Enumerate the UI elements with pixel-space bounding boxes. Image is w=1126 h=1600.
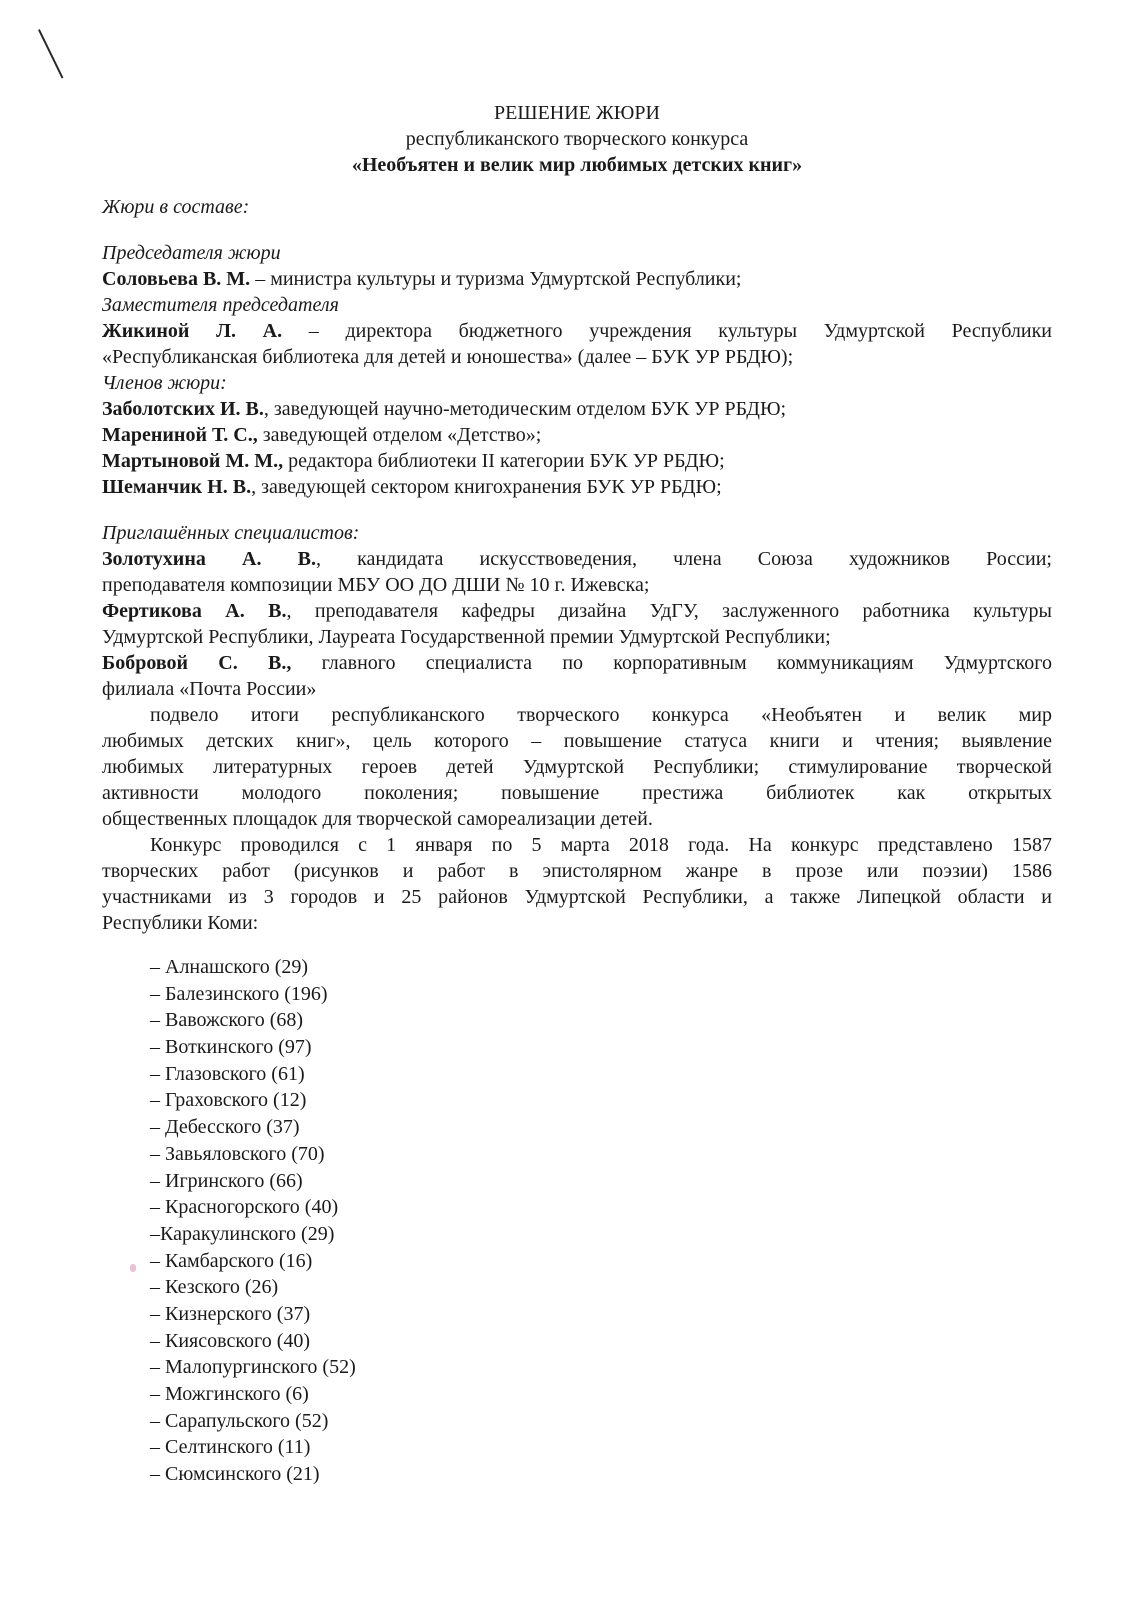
member-line <box>102 422 1052 448</box>
pen-stroke-mark <box>38 29 63 78</box>
list-item: – Камбарского (16) <box>150 1249 313 1272</box>
list-item: – Глазовского (61) <box>150 1062 305 1085</box>
paragraph-line: любимых детских книг», цель которого – повышение статуса книги и чтения; выявление <box>102 730 1052 752</box>
list-item: – Красногорского (40) <box>150 1196 339 1219</box>
document-title: РЕШЕНИЕ ЖЮРИ <box>494 102 660 124</box>
list-item: – Воткинского (97) <box>150 1036 312 1059</box>
paragraph-line: участниками из 3 городов и 25 районов Удмуртской Республики, а также Липецкой области и <box>102 886 1052 908</box>
paragraph-line: творческих работ (рисунков и работ в эпистолярном жанре в прозе или поэзии) 1586 <box>102 860 1052 882</box>
paragraph-line: подвело итоги республиканского творческого конкурса «Необъятен и велик мир <box>150 704 1052 726</box>
chair-label: Председателя жюри <box>102 242 281 264</box>
member-role: редактора библиотеки II категории БУК УР РБДЮ; <box>283 450 725 472</box>
specialist-line <box>102 650 1052 676</box>
list-item: – Кезского (26) <box>150 1276 279 1299</box>
member-name: Мартыновой М. М., <box>102 450 284 472</box>
paragraph-line: активности молодого поколения; повышение престижа библиотек как открытых <box>102 782 1052 804</box>
title-block <box>102 100 1052 178</box>
member-role: , заведующей научно-методическим отделом БУК УР РБДЮ; <box>263 398 787 420</box>
specialist-role-continued: филиала «Почта России» <box>102 678 317 700</box>
list-item: – Селтинского (11) <box>150 1436 311 1459</box>
paragraph-line: Республики Коми: <box>102 912 259 934</box>
list-item: – Балезинского (196) <box>150 982 328 1005</box>
list-item: – Сарапульского (52) <box>150 1409 329 1432</box>
member-line <box>102 474 1052 500</box>
specialist-name: Бобровой С. В., <box>102 652 292 674</box>
specialist-role: , преподавателя кафедры дизайна УдГУ, заслуженного работника культуры <box>286 600 1052 622</box>
specialist-line <box>102 546 1052 572</box>
list-item: – Можгинского (6) <box>150 1383 309 1405</box>
member-name: Марениной Т. С., <box>102 424 258 446</box>
list-item: – Малопургинского (52) <box>150 1356 356 1379</box>
document-subtitle: республиканского творческого конкурса <box>405 128 749 150</box>
members-label: Членов жюри: <box>102 372 227 394</box>
member-role: , заведующей сектором книгохранения БУК УР РБДЮ; <box>251 476 722 498</box>
list-item: – Дебесского (37) <box>150 1116 300 1139</box>
specialist-name: Золотухина А. В. <box>102 548 316 570</box>
specialist-role: , кандидата искусствоведения, члена Союза художников России; <box>315 548 1052 570</box>
chair-role: – министра культуры и туризма Удмуртской Республики; <box>250 268 742 290</box>
list-item: – Вавожского (68) <box>150 1009 304 1032</box>
member-line <box>102 448 1052 474</box>
jury-intro: Жюри в составе: <box>102 196 250 218</box>
paragraph-line: общественных площадок для творческой самореализации детей. <box>102 808 653 830</box>
deputy-line <box>102 318 1052 344</box>
specialist-role: главного специалиста по корпоративным коммуникациям Удмуртского <box>291 652 1052 674</box>
deputy-label: Заместителя председателя <box>102 294 339 316</box>
specialist-role-continued: Удмуртской Республики, Лауреата Государственной премии Удмуртской Республики; <box>102 626 831 648</box>
member-line <box>102 396 1052 422</box>
specialists-label: Приглашённых специалистов: <box>102 522 360 544</box>
member-role: заведующей отделом «Детство»; <box>257 424 542 446</box>
chair-line <box>102 266 1052 292</box>
paragraph-line: любимых литературных героев детей Удмуртской Республики; стимулирование творческой <box>102 756 1052 778</box>
deputy-role: – директора бюджетного учреждения культуры Удмуртской Республики <box>282 320 1052 342</box>
paragraph-line: Конкурс проводился с 1 января по 5 марта 2018 года. На конкурс представлено 1587 <box>150 834 1052 856</box>
specialist-role-continued: преподавателя композиции МБУ ОО ДО ДШИ № 10 г. Ижевска; <box>102 574 650 596</box>
list-item: – Игринского (66) <box>150 1169 303 1192</box>
list-item: – Сюмсинского (21) <box>150 1463 320 1486</box>
list-item: –Каракулинского (29) <box>150 1222 335 1245</box>
list-item: – Граховского (12) <box>150 1089 307 1112</box>
list-item: – Кизнерского (37) <box>150 1302 311 1325</box>
specialist-name: Фертикова А. В. <box>102 600 287 622</box>
list-item: – Завьяловского (70) <box>150 1142 325 1165</box>
member-name: Шеманчик Н. В. <box>102 476 252 498</box>
deputy-role-continued: «Республиканская библиотека для детей и юношества» (далее – БУК УР РБДЮ); <box>102 346 794 368</box>
list-item: – Киясовского (40) <box>150 1329 311 1352</box>
member-name: Заболотских И. В. <box>102 398 264 420</box>
district-list <box>150 954 356 1488</box>
specialist-line <box>102 598 1052 624</box>
contest-name: «Необъятен и велик мир любимых детских книг» <box>351 154 803 176</box>
ink-spot <box>130 1264 136 1272</box>
deputy-name: Жикиной Л. А. <box>102 320 283 342</box>
chair-name: Соловьева В. М. <box>102 268 251 290</box>
list-item: – Алнашского (29) <box>150 956 309 978</box>
